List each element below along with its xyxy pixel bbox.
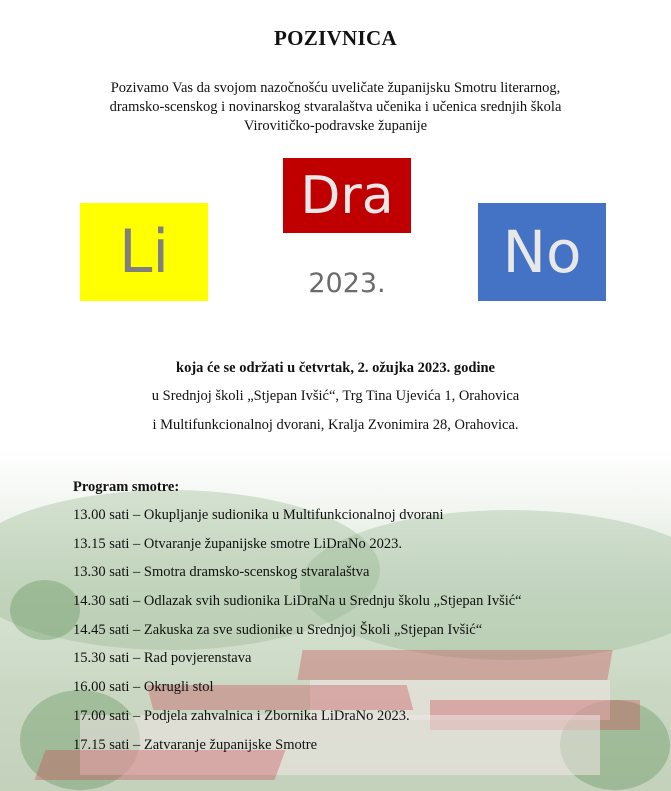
program-item: 14.45 sati – Zakuska za sve sudionike u Srednjoj Školi „Stjepan Ivšić“ xyxy=(73,621,483,638)
logo-li-text: Li xyxy=(118,217,170,287)
program-list xyxy=(73,507,522,765)
program-text: Podjela zahvalnica i Zbornika LiDraNo 2023. xyxy=(143,707,410,724)
intro-line-2: dramsko-scenskog i novinarskog stvaralaštva učenika i učenica srednjih škola xyxy=(109,99,562,115)
logo-no-text: No xyxy=(502,218,582,286)
program-time: 13.30 sati xyxy=(73,564,130,581)
logo-dra-text: Dra xyxy=(300,165,394,226)
program-time: 16.00 sati xyxy=(73,679,130,696)
program-item: 13.00 sati – Okupljanje sudionika u Multifunkcionalnoj dvorani xyxy=(73,507,444,523)
logo-year: 2023. xyxy=(308,268,386,299)
logo-no-block xyxy=(478,203,606,301)
program-text: Odlazak svih sudionika LiDraNa u Srednju školu „Stjepan Ivšić“ xyxy=(143,593,522,610)
program-text: Okrugli stol xyxy=(143,679,214,696)
program-time: 17.00 sati xyxy=(73,707,130,724)
program-time: 14.30 sati xyxy=(73,593,130,610)
program-text: Zatvaranje županijske Smotre xyxy=(143,736,318,753)
program-item: 13.15 sati – Otvaranje županijske smotre LiDraNo 2023. xyxy=(73,535,402,552)
program-heading: Program smotre: xyxy=(73,479,180,495)
program-text: Smotra dramsko-scenskog stvaralaštva xyxy=(143,564,370,581)
program-text: Zakuska za sve sudionike u Srednjoj Školi „Stjepan Ivšić“ xyxy=(143,621,483,638)
logo-dra-block xyxy=(283,158,411,233)
program-item: 13.30 sati – Smotra dramsko-scenskog stvaralaštva xyxy=(73,564,370,581)
logo-li-block xyxy=(80,203,208,301)
event-location-school: u Srednjoj školi „Stjepan Ivšić“, Trg Tina Ujevića 1, Orahovica xyxy=(151,388,520,404)
program-time: 14.45 sati xyxy=(73,621,130,638)
program-text: Rad povjerenstava xyxy=(143,650,252,667)
program-item: 16.00 sati – Okrugli stol xyxy=(73,679,214,696)
program-time: 15.30 sati xyxy=(73,650,130,667)
program-time: 17.15 sati xyxy=(73,736,130,753)
program-text: Otvaranje županijske smotre LiDraNo 2023. xyxy=(143,535,402,552)
program-time: 13.15 sati xyxy=(73,535,130,552)
program-item: 14.30 sati – Odlazak svih sudionika LiDraNa u Srednju školu „Stjepan Ivšić“ xyxy=(73,593,522,610)
event-location-hall: i Multifunkcionalnoj dvorani, Kralja Zvonimira 28, Orahovica. xyxy=(152,417,519,433)
program-time: 13.00 sati xyxy=(73,507,130,523)
program-text: Okupljanje sudionika u Multifunkcionalnoj dvorani xyxy=(143,507,444,523)
program-item: 15.30 sati – Rad povjerenstava xyxy=(73,650,252,667)
intro-text xyxy=(60,79,611,136)
intro-line-1: Pozivamo Vas da svojom nazočnošću uveličate županijsku Smotru literarnog, xyxy=(110,80,561,96)
program-item: 17.00 sati – Podjela zahvalnica i Zbornika LiDraNo 2023. xyxy=(73,707,410,724)
event-date: koja će se održati u četvrtak, 2. ožujka 2023. godine xyxy=(176,360,495,376)
page-title: POZIVNICA xyxy=(274,26,397,50)
intro-line-3: Virovitičko-podravske županije xyxy=(243,118,428,134)
program-item: 17.15 sati – Zatvaranje županijske Smotre xyxy=(73,736,318,753)
